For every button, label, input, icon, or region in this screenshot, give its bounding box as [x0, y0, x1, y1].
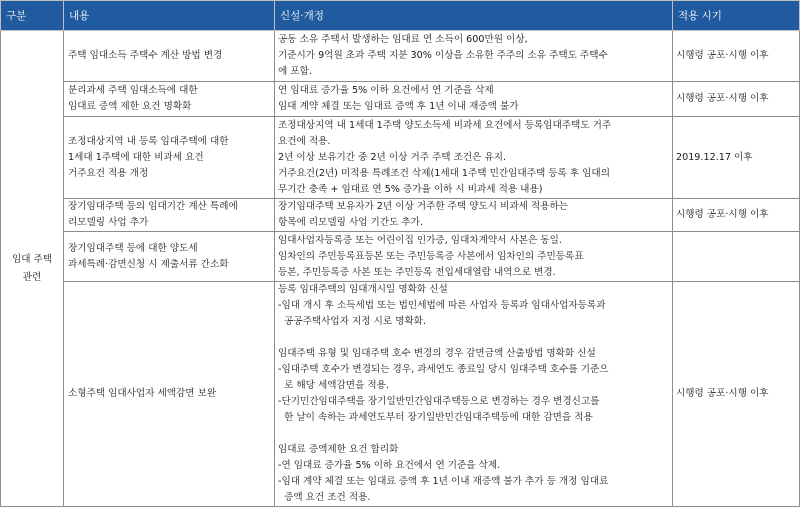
row-effective: 시행령 공포·시행 이후	[673, 199, 800, 232]
table-row	[1, 282, 800, 507]
table-row	[1, 232, 800, 282]
header-category: 구분	[1, 1, 64, 31]
table-row	[1, 31, 800, 82]
row-item: 소형주택 임대사업자 세액감면 보완	[64, 282, 275, 507]
row-detail: 임대사업자등록증 또는 어린이집 인가증, 임대차계약서 사본은 동일. 임차인의 주민등록표등본 또는 주민등록증 사본에서 임차인의 주민등록표 등본, 주민등록증 사본 또는 주민등록 전입세대열람 내역으로 변경.	[275, 232, 673, 282]
row-detail: 연 임대료 증가율 5% 이하 요건에서 연 기준을 삭제 임대 계약 체결 또는 임대료 증액 후 1년 이내 재증액 불가	[275, 82, 673, 117]
row-item: 주택 임대소득 주택수 계산 방법 변경	[64, 31, 275, 82]
table-row	[1, 117, 800, 199]
row-detail: 등록 임대주택의 임대개시일 명확화 신설 -임대 개시 후 소득세법 또는 법인세법에 따른 사업자 등록과 임대사업자등록과 공공주택사업자 지정 시로 명확화. 임대주택 유형 및 임대주택 호수 변경의 경우 감면금액 산출방법 명확화 신설 -임대주택 호수가 변경되는 경우, 과세연도 종료일 당시 임대주택 호수를 기준으 로 해당 세액감면을 적용. -단기민간임대주택을 장기일반민간임대주택등으로 변경하는 경우 변경신고를 한 날이 속하는 과세연도부터 장기일반민간임대주택등에 대한 감면을 적용 임대료 증액제한 요건 합리화 -연 임대료 증가율 5% 이하 요건에서 연 기준을 삭제. -임대 계약 체결 또는 임대료 증액 후 1년 이내 재증액 불가 추가 등 개정 임대료 증액 요건 조건 적용.	[275, 282, 673, 507]
header-effective: 적용 시기	[673, 1, 800, 31]
row-detail: 장기임대주택 보유자가 2년 이상 거주한 주택 양도시 비과세 적용하는 항목에 리모델링 사업 기간도 추가.	[275, 199, 673, 232]
row-item: 장기임대주택 등에 대한 양도세 과세특례·감면신청 시 제출서류 간소화	[64, 232, 275, 282]
table-header-row	[1, 1, 800, 31]
table-row	[1, 199, 800, 232]
header-content: 내용	[64, 1, 275, 31]
category-label-line: 임대 주택	[11, 253, 53, 265]
row-effective: 2019.12.17 이후	[673, 117, 800, 199]
category-cell	[1, 31, 64, 507]
header-change: 신설·개정	[275, 1, 673, 31]
category-label-line: 관련	[22, 271, 42, 283]
row-item: 조정대상지역 내 등록 임대주택에 대한 1세대 1주택에 대한 비과세 요건 거주요건 적용 개정	[64, 117, 275, 199]
row-item: 장기임대주택 등의 임대기간 계산 특례에 리모델링 사업 추가	[64, 199, 275, 232]
row-detail: 조정대상지역 내 1세대 1주택 양도소득세 비과세 요건에서 등록임대주택도 거주 요건에 적용. 2년 이상 보유기간 중 2년 이상 거주 주택 조건은 유지. 거주요건(2년) 미적용 특례조건 삭제(1세대 1주택 민간임대주택 등록 후 임대의 무기간 충족 + 임대료 연 5% 증가율 이하 시 비과세 적용 내용)	[275, 117, 673, 199]
row-detail: 공동 소유 주택서 발생하는 임대료 연 소득이 600만원 이상, 기준시가 9억원 초과 주택 지분 30% 이상을 소유한 주주의 소유 주택도 주택수 에 포함.	[275, 31, 673, 82]
row-effective: 시행령 공포·시행 이후	[673, 31, 800, 82]
row-effective: 시행령 공포·시행 이후	[673, 82, 800, 117]
row-effective	[673, 232, 800, 282]
row-effective: 시행령 공포·시행 이후	[673, 282, 800, 507]
table-row	[1, 82, 800, 117]
row-item: 분리과세 주택 임대소득에 대한 임대료 증액 제한 요건 명확화	[64, 82, 275, 117]
